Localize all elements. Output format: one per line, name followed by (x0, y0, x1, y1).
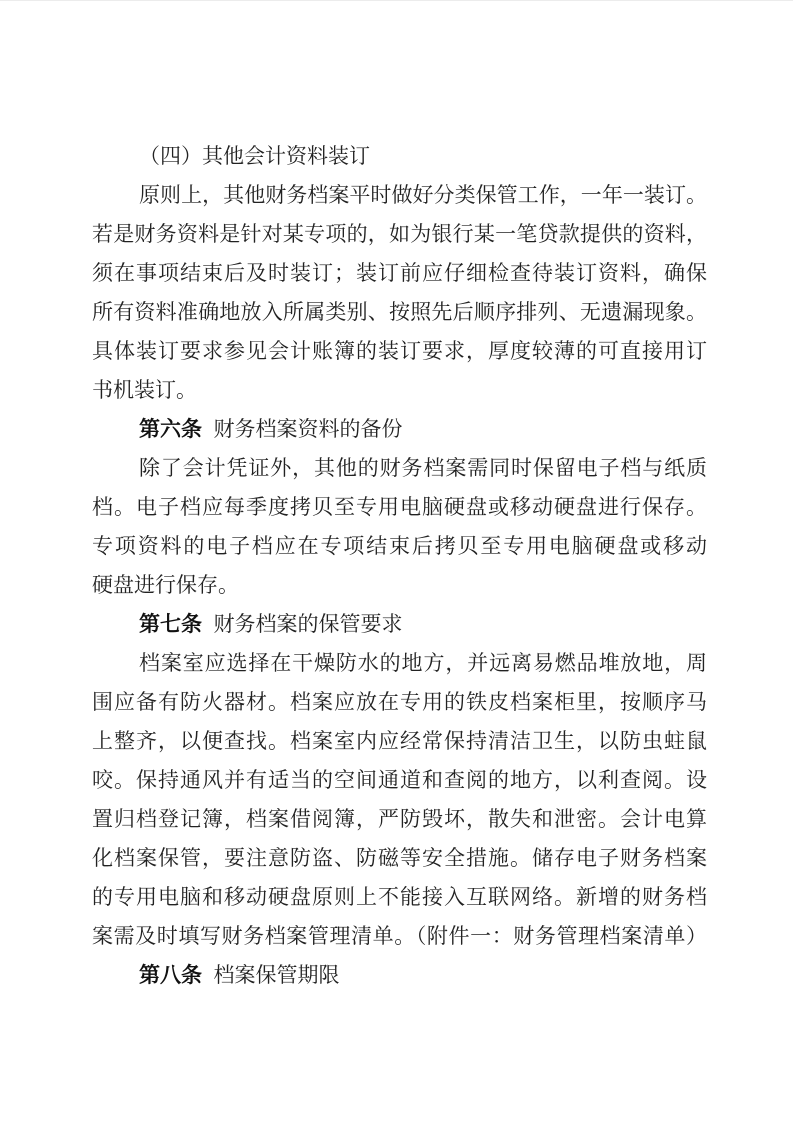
line-text: 硬盘进行保存。 (92, 573, 239, 597)
line-text: 专项资料的电子档应在专项结束后拷贝至专用电脑硬盘或移动 (92, 534, 707, 558)
line-text: 具体装订要求参见会计账簿的装订要求，厚度较薄的可直接用订 (92, 339, 707, 363)
line-text: 档。电子档应每季度拷贝至专用电脑硬盘或移动硬盘进行保存。 (92, 495, 707, 519)
line-text: 化档案保管，要注意防盗、防磁等安全措施。储存电子财务档案 (92, 846, 707, 870)
text-line (92, 449, 707, 488)
text-line (92, 215, 707, 254)
line-text: 置归档登记簿，档案借阅簿，严防毁坏，散失和泄密。会计电算 (92, 807, 707, 831)
line-text: 财务档案的保管要求 (208, 612, 403, 636)
text-line (92, 722, 707, 761)
text-line (92, 917, 707, 956)
text-line (92, 761, 707, 800)
line-text: 上整齐，以便查找。档案室内应经常保持清洁卫生，以防虫蛀鼠 (92, 729, 707, 753)
line-text: 的专用电脑和移动硬盘原则上不能接入互联网络。新增的财务档 (92, 885, 707, 909)
text-line (92, 683, 707, 722)
text-line (92, 254, 707, 293)
line-text: （四）其他会计资料装订 (139, 144, 370, 168)
text-line (92, 878, 707, 917)
text-line (92, 410, 707, 449)
text-line (92, 839, 707, 878)
text-line (92, 293, 707, 332)
article-number: 第八条 (139, 963, 202, 987)
text-line (92, 800, 707, 839)
line-text: 围应备有防火器材。档案应放在专用的铁皮档案柜里，按顺序马 (92, 690, 707, 714)
line-text: 书机装订。 (92, 378, 197, 402)
text-block (92, 137, 707, 995)
line-text: 除了会计凭证外，其他的财务档案需同时保留电子档与纸质 (139, 456, 707, 480)
line-text: 须在事项结束后及时装订；装订前应仔细检查待装订资料，确保 (92, 261, 707, 285)
article-number: 第七条 (139, 612, 202, 636)
text-line (92, 488, 707, 527)
text-line (92, 566, 707, 605)
line-text: 若是财务资料是针对某专项的，如为银行某一笔贷款提供的资料， (92, 222, 707, 246)
text-line (92, 176, 707, 215)
line-text: 所有资料准确地放入所属类别、按照先后顺序排列、无遗漏现象。 (92, 300, 707, 324)
text-line (92, 527, 707, 566)
line-text: 咬。保持通风并有适当的空间通道和查阅的地方，以利查阅。设 (92, 768, 707, 792)
text-line (92, 956, 707, 995)
text-line (92, 371, 707, 410)
text-line (92, 644, 707, 683)
line-text: 档案室应选择在干燥防水的地方，并远离易燃品堆放地，周 (139, 651, 707, 675)
line-text: 原则上，其他财务档案平时做好分类保管工作，一年一装订。 (139, 183, 707, 207)
line-text: 档案保管期限 (208, 963, 340, 987)
text-line (92, 137, 707, 176)
text-line (92, 332, 707, 371)
text-line (92, 605, 707, 644)
line-text: 财务档案资料的备份 (208, 417, 403, 441)
article-number: 第六条 (139, 417, 202, 441)
line-text: 案需及时填写财务档案管理清单。（附件一：财务管理档案清单） (92, 924, 707, 948)
